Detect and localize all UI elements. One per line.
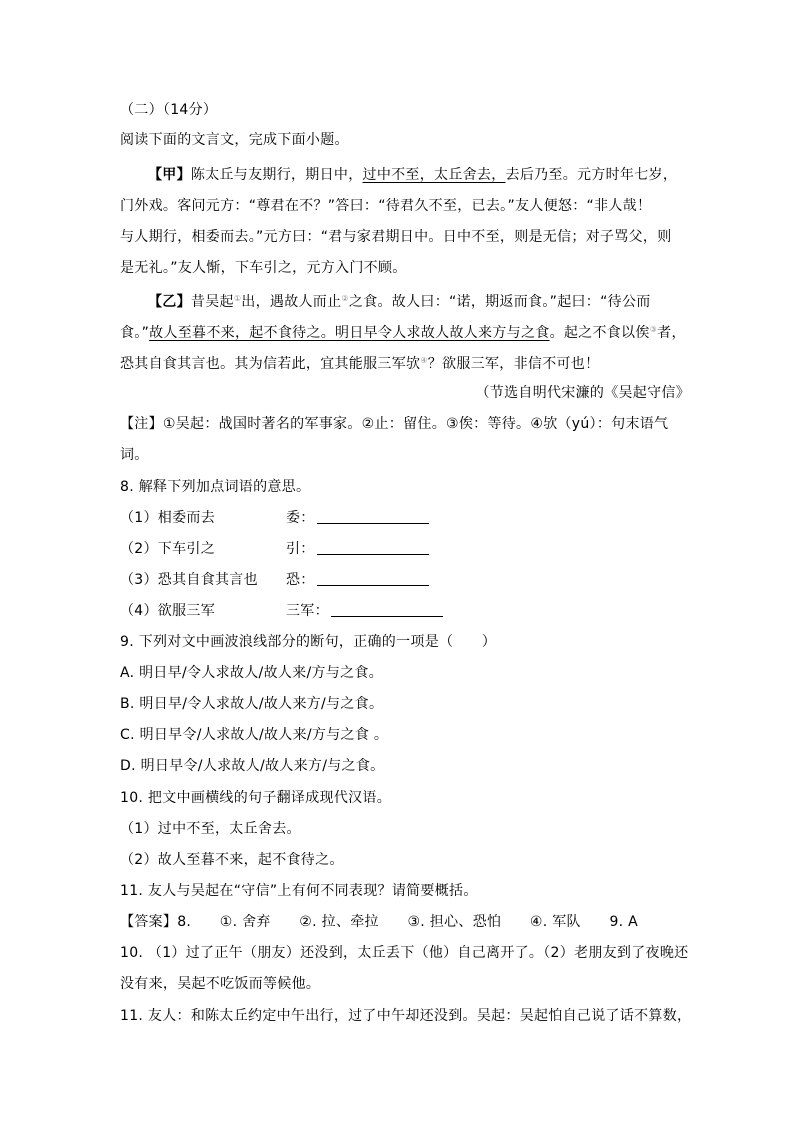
q8-answer-4: 三军： <box>286 601 443 621</box>
q8-answer-2: 引： <box>286 539 429 559</box>
passage-jia-line-1: 【甲】陈太丘与友期行，期日中，过中不至，太丘舍去，去后乃至。元方时年七岁， <box>148 167 678 183</box>
q8-item-4: （4）欲服三军 <box>120 603 216 619</box>
underlined-sentence-1: 过中不至，太丘舍去， <box>362 167 506 183</box>
q9-option-b[interactable]: B. 明日早/令人求故人/故人来方/与之食。 <box>120 696 384 712</box>
q8-answer-1: 委： <box>286 508 429 528</box>
answer-line-1: 【答案】8. ①. 舍弃 ②. 拉、牵拉 ③. 担心、恐怕 ④. 军队 9. A <box>120 914 639 930</box>
passage-jia-label: 【甲】 <box>148 167 191 183</box>
answer-line-2: 10. （1）过了正午（朋友）还没到，太丘丢下（他）自己离开了。（2）老朋友到了夜晚还 <box>120 945 689 961</box>
answer-blank-2[interactable] <box>317 540 429 555</box>
answer-line-4: 11. 友人：和陈太丘约定中午出行，过了中午却还没到。吴起：吴起怕自己说了话不算数， <box>120 1008 692 1024</box>
q8-item-3: （3）恐其自食其言也 <box>120 572 258 588</box>
question-11-stem: 11. 友人与吴起在“守信”上有何不同表现？请简要概括。 <box>120 883 478 899</box>
answer-blank-1[interactable] <box>317 509 429 524</box>
q8-item-1: （1）相委而去 <box>120 510 216 526</box>
note-marker-3: ③ <box>649 325 658 334</box>
section-header: （二）（14分） <box>120 102 218 118</box>
notes-line-1: 【注】①吴起：战国时著名的军事家。②止：留住。③俟：等待。④欤（yú）：句末语气 <box>120 416 669 432</box>
note-marker-1: ① <box>233 294 242 303</box>
answer-line-3: 没有来，吴起不吃饭而等候他。 <box>120 976 321 992</box>
note-marker-2: ② <box>341 294 349 303</box>
passage-yi-line-2: 食。”故人至暮不来，起不食待之。明日早令人求故人故人来方与之食。起之不食以俟③者， <box>120 325 686 341</box>
q9-option-a[interactable]: A. 明日早/令人求故人/故人来/方与之食。 <box>120 665 383 681</box>
passage-yi-label: 【乙】 <box>148 294 191 310</box>
notes-line-2: 词。 <box>120 447 149 463</box>
underlined-sentence-2: 故人至暮不来，起不食待之。明日早令人求故人故人来方与之食 <box>149 325 550 341</box>
passage-jia-line-2: 门外戏。客问元方：“尊君在不？”答曰：“待君久不至，已去。”友人便怒：“非人哉！ <box>120 198 652 214</box>
answer-blank-4[interactable] <box>331 602 443 617</box>
passage-yi-line-3: 恐其自食其言也。其为信若此，宜其能服三军欤④？欲服三军，非信不可也！ <box>120 356 600 372</box>
note-marker-4: ④ <box>420 356 428 365</box>
q9-option-c[interactable]: C. 明日早令/人求故人/故人来/方与之食 。 <box>120 727 389 743</box>
q9-option-d[interactable]: D. 明日早令/人求故人/故人来方/与之食。 <box>120 758 385 774</box>
q10-item-2: （2）故人至暮不来，起不食待之。 <box>120 852 344 868</box>
passage-source: （节选自明代宋濂的《吴起守信》 <box>475 385 690 401</box>
passage-yi-line-1: 【乙】昔吴起①出，遇故人而止②之食。故人曰：“诺，期返而食。”起曰：“待公而 <box>148 294 651 310</box>
q8-item-2: （2）下车引之 <box>120 541 216 557</box>
question-9-stem: 9. 下列对文中画波浪线部分的断句，正确的一项是（ ） <box>120 634 497 650</box>
passage-jia-line-3: 与人期行，相委而去。”元方曰：“君与家君期日中。日中不至，则是无信；对子骂父，则 <box>120 229 672 245</box>
answer-blank-3[interactable] <box>317 571 429 586</box>
q10-item-1: （1）过中不至，太丘舍去。 <box>120 821 301 837</box>
instruction: 阅读下面的文言文，完成下面小题。 <box>120 132 349 148</box>
question-8-stem: 8. 解释下列加点词语的意思。 <box>120 479 311 495</box>
question-10-stem: 10. 把文中画横线的句子翻译成现代汉语。 <box>120 790 392 806</box>
passage-jia-line-4: 是无礼。”友人惭，下车引之，元方入门不顾。 <box>120 260 407 276</box>
q8-answer-3: 恐： <box>286 570 429 590</box>
